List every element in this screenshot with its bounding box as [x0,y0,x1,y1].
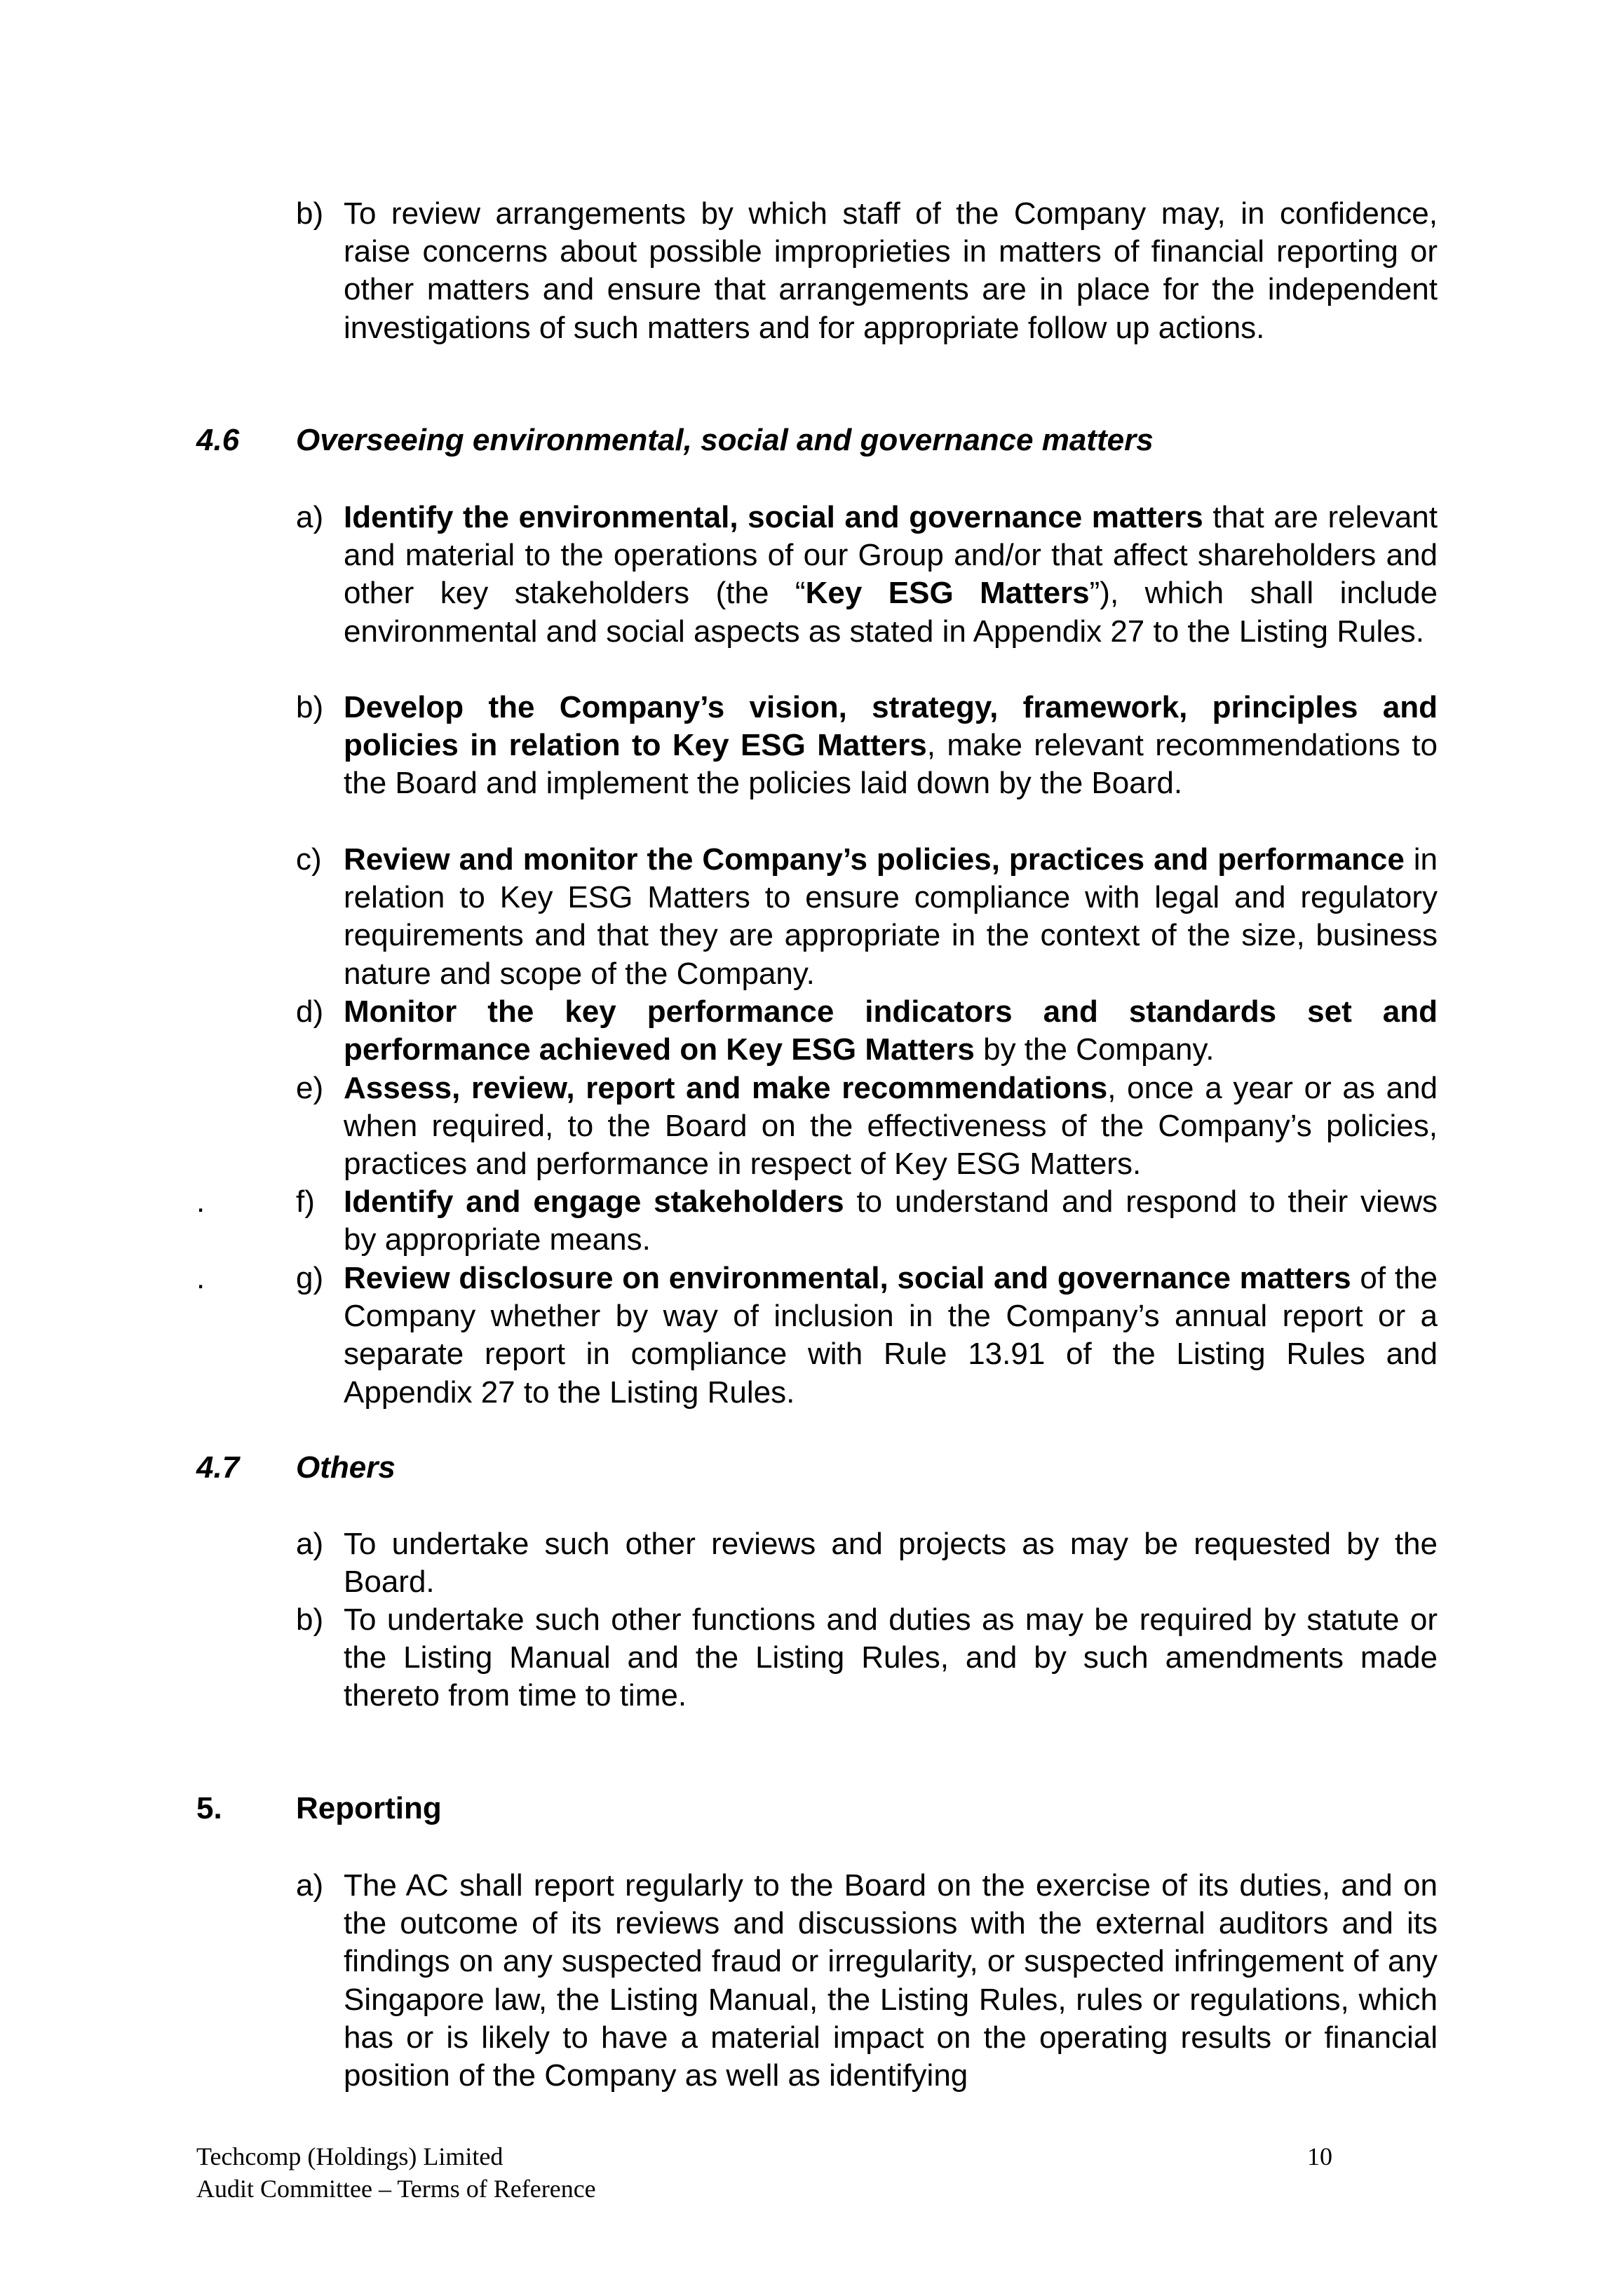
item-text: To undertake such other functions and duties as may be required by statute or the Listing Manual and the Listing Rules, and by such amendments made thereto from time to time. [344,1602,1438,1713]
section-number: 5. [196,1791,222,1825]
item-text-part: , make relevant recommendations to the Board and implement the policies laid down by the Board. [344,728,1438,801]
section-5-item-a [0,1867,1622,2098]
section-4-6-item-f [0,1183,1622,1259]
footer-company: Techcomp (Holdings) Limited [196,2142,504,2170]
item-text-part: ”), which shall include environmental and social aspects as stated in Appendix 27 to the Listing Rules. [344,576,1438,649]
item-text: The AC shall report regularly to the Board on the exercise of its duties, and on the outcome of its reviews and discussions with the external auditors and its findings on any suspected fraud or irregularity, or suspected infringement of any Singapore law, the Listing Manual, the Listing Rules, rules or regulations, which has or is likely to have a material impact on the operating results or financial position of the Company as well as identifying [344,1868,1438,2093]
margin-dot: . [196,1261,205,1295]
item-letter: b) [296,196,324,231]
section-4-7-item-b [0,1601,1622,1715]
footer-document-title: Audit Committee – Terms of Reference [196,2175,596,2203]
section-4-6-item-a [0,499,1622,688]
section-4-7-item-a [0,1525,1622,1601]
item-letter: b) [296,1602,324,1637]
item-letter: d) [296,994,324,1029]
item-letter: a) [296,1527,324,1561]
item-text [344,1069,1438,1184]
section-4-6-item-d [0,993,1622,1069]
item-letter: a) [296,500,324,534]
item-text [344,1183,1438,1259]
item-text [344,841,1438,993]
item-text: To review arrangements by which staff of the Company may, in confidence, raise concerns about possible improprieties in matters of financial reporting or other matters and ensure that arrangements are in place for the independent investigations of such matters and for appropriate follow up actions. [344,196,1438,345]
item-text-part: , once a year or as and when required, to the Board on the effectiveness of the Company’s policies, practices and performance in respect of Key ESG Matters. [344,1071,1438,1182]
item-bold-lead: Identify and engage stakeholders [344,1184,844,1219]
item-text-part: that are relevant and material to the operations of our Group and/or that affect shareholders and other key stakeholders (the “ [344,500,1438,611]
section-4-6-item-e [0,1069,1622,1183]
item-text-part: by the Company. [974,1032,1215,1067]
item-text-part: to understand and respond to their views by appropriate means. [344,1184,1438,1257]
item-letter: b) [296,690,324,724]
item-letter: f) [296,1184,315,1219]
item-bold-lead: Identify the environmental, social and governance matters [344,500,1203,534]
item-text-part: in relation to Key ESG Matters to ensure compliance with legal and regulatory requirements and that they are appropriate in the context of the size, business nature and scope of the Company. [344,842,1438,991]
footer-page-number: 10 [1307,2142,1332,2170]
section-number: 4.6 [196,423,240,457]
item-letter: a) [296,1868,324,1903]
item-letter: c) [296,842,322,877]
item-bold-term: Key ESG Matters [805,576,1090,611]
item-bold-lead: Monitor the key performance indicators and standards set and performance achieved on Key ESG Matters [344,994,1438,1067]
section-number: 4.7 [196,1450,240,1485]
item-letter: g) [296,1261,324,1295]
section-4-5-item-b [0,195,1622,391]
item-text [344,993,1438,1069]
item-bold-lead: Review and monitor the Company’s policies, practices and performance [344,842,1405,877]
item-text-part: of the Company whether by way of inclusion in the Company’s annual report or a separate report in compliance with Rule 13.91 of the Listing Rules and Appendix 27 to the Listing Rules. [344,1261,1438,1410]
item-bold-lead: Review disclosure on environmental, social and governance matters [344,1261,1351,1295]
item-text [344,689,1438,803]
section-title: Others [296,1450,396,1485]
item-text: To undertake such other reviews and projects as may be requested by the Board. [344,1527,1438,1600]
section-4-6-item-b [0,689,1622,840]
item-bold-lead: Develop the Company’s vision, strategy, framework, principles and policies in relation to Key ESG Matters [344,690,1438,763]
section-title: Reporting [296,1791,442,1825]
section-title: Overseeing environmental, social and governance matters [296,423,1154,457]
margin-dot: . [196,1184,205,1219]
item-letter: e) [296,1071,324,1105]
section-4-6-item-g [0,1260,1622,1411]
item-bold-lead: Assess, review, report and make recommendations [344,1071,1108,1105]
item-text [344,499,1438,651]
section-4-6-item-c [0,841,1622,992]
item-text [344,1260,1438,1412]
